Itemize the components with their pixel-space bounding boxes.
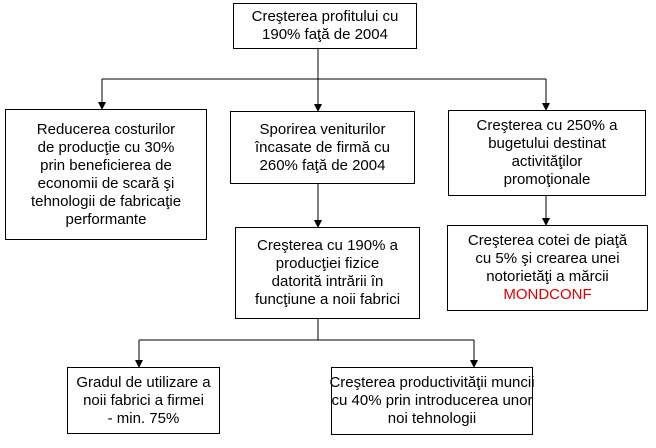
- text-line: economii de scară şi: [37, 174, 175, 192]
- text-line: producţiei fizice: [275, 255, 380, 272]
- node-text: [477, 117, 618, 189]
- node-text: [468, 232, 627, 304]
- text-line: noi tehnologii: [387, 410, 477, 427]
- text-line: datorită intrării în: [271, 273, 384, 290]
- text-line: activităţilor: [511, 153, 583, 170]
- node-text: [329, 374, 534, 428]
- node-text: [76, 374, 210, 428]
- node-labor-productivity: [331, 367, 533, 435]
- text-line: bugetului destinat: [488, 135, 606, 152]
- text-line: Creşterea cotei de piaţă: [467, 232, 628, 249]
- text-line: Creşterea cu 190% a: [257, 237, 398, 254]
- text-line: Creşterea cu 250% a: [476, 117, 618, 134]
- text-line: Sporirea veniturilor: [259, 120, 386, 138]
- text-line: Creşterea productivităţii muncii: [329, 374, 535, 391]
- text-line: promoţionale: [503, 171, 591, 188]
- node-cost-reduction: [5, 109, 207, 240]
- text-line: de producţie cu 30%: [37, 138, 175, 156]
- text-line: performante: [65, 210, 147, 228]
- text-line: tehnologii de fabricaţie: [30, 192, 182, 210]
- text-line: - min. 75%: [107, 409, 180, 427]
- node-market-share: [447, 225, 648, 311]
- text-line: prin beneficierea de: [40, 156, 172, 174]
- text-line: încasate de firmă cu: [254, 138, 391, 156]
- node-factory-usage: [67, 367, 220, 434]
- node-text: [252, 8, 399, 44]
- text-line: cu 5% şi crearea unei: [475, 250, 620, 267]
- text-line: Creşterea profitului cu: [251, 8, 399, 25]
- text-line: notorietăţi a mărcii: [486, 268, 609, 285]
- text-line: funcţiune a noii fabrici: [254, 291, 401, 308]
- text-line: 260% faţă de 2004: [259, 156, 386, 174]
- node-profit-growth: [233, 3, 417, 49]
- node-production-growth: [235, 227, 420, 319]
- brand-name: MONDCONF: [503, 286, 592, 303]
- text-line: Gradul de utilizare a: [76, 373, 211, 391]
- text-line: Reducerea costurilor: [36, 120, 176, 138]
- node-promo-budget: [448, 110, 646, 196]
- text-line: cu 40% prin introducerea unor: [331, 392, 533, 409]
- node-text: [31, 121, 181, 229]
- text-line: noii fabrici a firmei: [83, 391, 204, 409]
- node-revenue-increase: [230, 111, 415, 184]
- node-text: [255, 237, 400, 309]
- text-line: 190% faţă de 2004: [262, 26, 388, 43]
- node-text: [255, 121, 390, 175]
